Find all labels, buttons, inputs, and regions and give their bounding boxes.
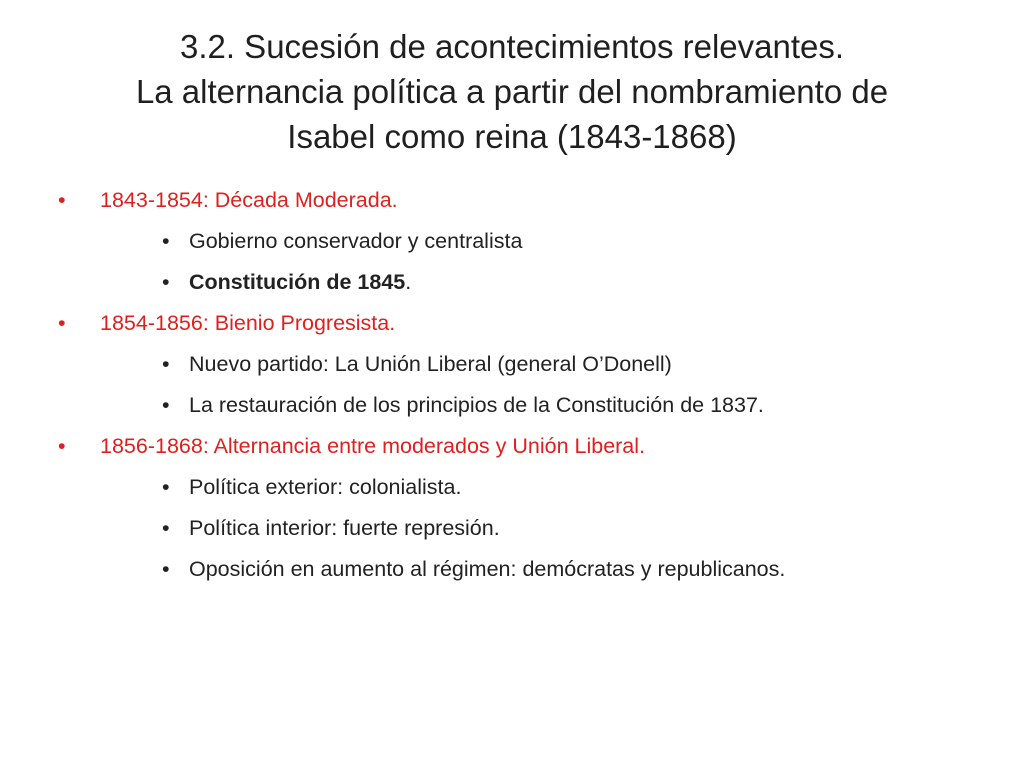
sub-item-text: Oposición en aumento al régimen: demócratas y republicanos.	[189, 557, 786, 581]
bullet-icon: •	[58, 311, 66, 335]
section-heading-2	[58, 309, 998, 350]
bullet-list	[58, 186, 998, 596]
sub-item-text: Gobierno conservador y centralista	[189, 229, 523, 253]
section-heading-text: 1854-1856: Bienio Progresista.	[100, 311, 396, 335]
sub-item	[58, 227, 998, 268]
bullet-icon: •	[162, 270, 170, 294]
section-heading-text: 1843-1854: Década Moderada.	[100, 188, 398, 212]
sub-item	[58, 391, 998, 432]
slide-title	[40, 24, 984, 159]
bullet-icon: •	[162, 229, 170, 253]
sub-item-text: Política exterior: colonialista.	[189, 475, 462, 499]
bullet-icon: •	[162, 475, 170, 499]
bullet-icon: •	[162, 393, 170, 417]
sub-item	[58, 555, 998, 596]
section-heading-1	[58, 186, 998, 227]
title-line-1: 3.2. Sucesión de acontecimientos relevantes.	[179, 28, 845, 65]
sub-item-bold-text: Constitución de 1845	[189, 270, 406, 294]
bullet-icon: •	[58, 434, 66, 458]
sub-item-text: .	[405, 270, 412, 294]
sub-item-text: La restauración de los principios de la Constitución de 1837.	[189, 393, 764, 417]
sub-item-text: Nuevo partido: La Unión Liberal (general O’Donell)	[189, 352, 672, 376]
sub-item-text: Política interior: fuerte represión.	[189, 516, 500, 540]
section-heading-3	[58, 432, 998, 473]
title-line-2: La alternancia política a partir del nombramiento de	[135, 73, 889, 110]
sub-item	[58, 473, 998, 514]
bullet-icon: •	[162, 557, 170, 581]
sub-item	[58, 514, 998, 555]
bullet-icon: •	[162, 516, 170, 540]
bullet-icon: •	[58, 188, 66, 212]
sub-item	[58, 350, 998, 391]
sub-item	[58, 268, 998, 309]
bullet-icon: •	[162, 352, 170, 376]
title-line-3: Isabel como reina (1843-1868)	[287, 118, 737, 155]
section-heading-text: 1856-1868: Alternancia entre moderados y Unión Liberal.	[100, 434, 646, 458]
